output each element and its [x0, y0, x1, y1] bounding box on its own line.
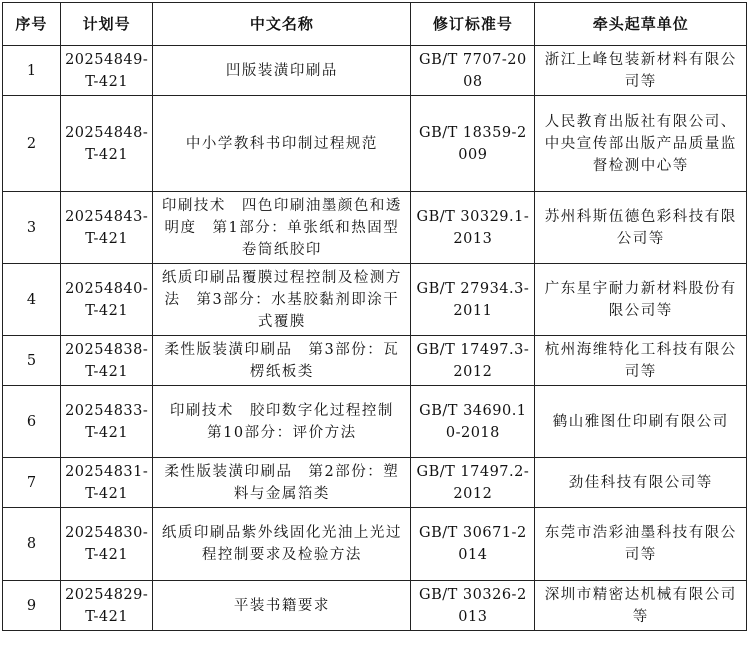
cell-seq: 7	[3, 458, 61, 508]
cell-plan: 20254848-T-421	[60, 96, 153, 192]
cell-name: 中小学教科书印制过程规范	[153, 96, 411, 192]
cell-std: GB/T 27934.3-2011	[411, 264, 535, 336]
cell-plan: 20254831-T-421	[60, 458, 153, 508]
cell-name: 凹版装潢印刷品	[153, 46, 411, 96]
cell-std: GB/T 17497.2-2012	[411, 458, 535, 508]
cell-unit: 鹤山雅图仕印刷有限公司	[535, 386, 747, 458]
cell-seq: 8	[3, 508, 61, 581]
cell-std: GB/T 30326-2013	[411, 581, 535, 631]
header-seq: 序号	[3, 3, 61, 46]
table-row	[3, 386, 747, 458]
cell-name: 柔性版装潢印刷品 第2部份：塑料与金属箔类	[153, 458, 411, 508]
cell-plan: 20254833-T-421	[60, 386, 153, 458]
cell-std: GB/T 18359-2009	[411, 96, 535, 192]
cell-seq: 2	[3, 96, 61, 192]
cell-std: GB/T 34690.10-2018	[411, 386, 535, 458]
cell-unit: 东莞市浩彩油墨科技有限公司等	[535, 508, 747, 581]
cell-std: GB/T 7707-2008	[411, 46, 535, 96]
standards-table	[2, 2, 747, 631]
table-row	[3, 96, 747, 192]
cell-std: GB/T 17497.3-2012	[411, 336, 535, 386]
table-row	[3, 458, 747, 508]
cell-unit: 广东星宇耐力新材料股份有限公司等	[535, 264, 747, 336]
cell-plan: 20254838-T-421	[60, 336, 153, 386]
cell-plan: 20254830-T-421	[60, 508, 153, 581]
table-row	[3, 336, 747, 386]
cell-seq: 9	[3, 581, 61, 631]
cell-seq: 5	[3, 336, 61, 386]
header-name: 中文名称	[153, 3, 411, 46]
table-row	[3, 192, 747, 264]
cell-name: 纸质印刷品覆膜过程控制及检测方法 第3部分：水基胶黏剂即涂干式覆膜	[153, 264, 411, 336]
header-std: 修订标准号	[411, 3, 535, 46]
header-row	[3, 3, 747, 46]
cell-name: 印刷技术 四色印刷油墨颜色和透明度 第1部分：单张纸和热固型卷筒纸胶印	[153, 192, 411, 264]
cell-plan: 20254843-T-421	[60, 192, 153, 264]
cell-unit: 苏州科斯伍德色彩科技有限公司等	[535, 192, 747, 264]
cell-name: 平装书籍要求	[153, 581, 411, 631]
header-plan: 计划号	[60, 3, 153, 46]
table-row	[3, 264, 747, 336]
cell-unit: 浙江上峰包装新材料有限公司等	[535, 46, 747, 96]
cell-seq: 6	[3, 386, 61, 458]
cell-seq: 3	[3, 192, 61, 264]
cell-seq: 4	[3, 264, 61, 336]
cell-name: 印刷技术 胶印数字化过程控制 第10部分：评价方法	[153, 386, 411, 458]
table-row	[3, 581, 747, 631]
cell-unit: 劲佳科技有限公司等	[535, 458, 747, 508]
cell-unit: 深圳市精密达机械有限公司等	[535, 581, 747, 631]
header-unit: 牵头起草单位	[535, 3, 747, 46]
cell-plan: 20254829-T-421	[60, 581, 153, 631]
cell-unit: 杭州海维特化工科技有限公司等	[535, 336, 747, 386]
cell-plan: 20254849-T-421	[60, 46, 153, 96]
cell-seq: 1	[3, 46, 61, 96]
cell-unit: 人民教育出版社有限公司、中央宣传部出版产品质量监督检测中心等	[535, 96, 747, 192]
cell-name: 纸质印刷品紫外线固化光油上光过程控制要求及检验方法	[153, 508, 411, 581]
cell-std: GB/T 30329.1-2013	[411, 192, 535, 264]
cell-std: GB/T 30671-2014	[411, 508, 535, 581]
table-row	[3, 46, 747, 96]
cell-name: 柔性版装潢印刷品 第3部份：瓦楞纸板类	[153, 336, 411, 386]
cell-plan: 20254840-T-421	[60, 264, 153, 336]
table-row	[3, 508, 747, 581]
